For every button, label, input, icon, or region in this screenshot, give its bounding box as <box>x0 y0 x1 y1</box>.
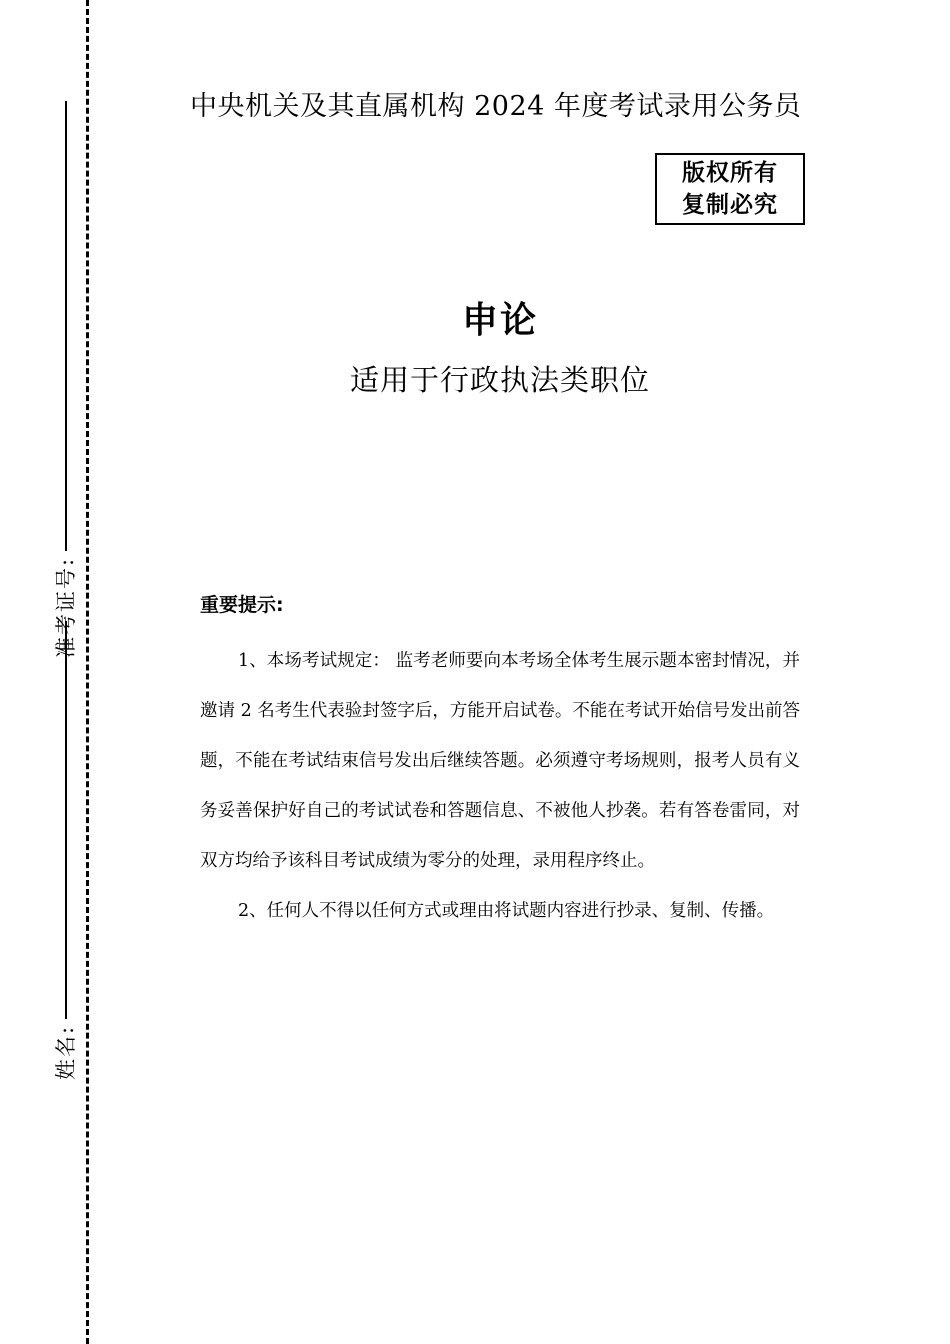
name-field <box>50 621 80 1080</box>
subject-title: 申论 <box>461 300 538 341</box>
notice-heading: 重要提示: <box>200 594 284 616</box>
notice-item: 1、本场考试规定： 监考老师要向本考场全体考生展示题本密封情况，并邀请 2 名考生代表验封签字后，方能开启试卷。不能在考试开始信号发出前答题，不能在考试结束信号发出后继续答题。必须遵守考场规则，报考人员有义务妥善保护好自己的考试试卷和答题信息、不被他人抄袭。若有答卷雷同，对双方均给予该科目考试成绩为零分的处理，录用程序终止。 <box>200 651 800 871</box>
exam-id-label: 准考证号: <box>54 556 78 658</box>
subject-subtitle: 适用于行政执法类职位 <box>349 363 650 397</box>
binding-dashed-line <box>86 0 89 1344</box>
important-notice <box>200 590 800 936</box>
copyright-line-2: 复制必究 <box>682 192 778 218</box>
copyright-line-1: 版权所有 <box>682 160 778 186</box>
exam-header-title: 中央机关及其直属机构 2024 年度考试录用公务员 <box>190 91 802 122</box>
copyright-stamp <box>655 153 805 225</box>
name-underline <box>65 621 67 1019</box>
name-label: 姓名: <box>54 1024 78 1080</box>
notice-item: 2、任何人不得以任何方式或理由将试题内容进行抄录、复制、传播。 <box>238 901 775 921</box>
